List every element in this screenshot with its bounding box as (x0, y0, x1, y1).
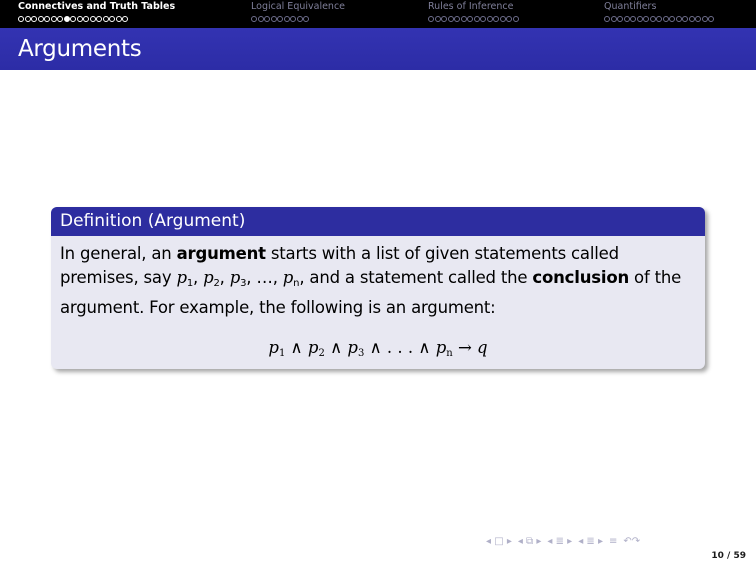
nav-frame-dot[interactable] (702, 16, 708, 22)
premise-var: p (203, 268, 214, 287)
nav-frame-dot[interactable] (25, 16, 31, 22)
formula-arrow: → (452, 338, 478, 357)
nav-frame-dot[interactable] (44, 16, 50, 22)
nav-frame-dot[interactable] (676, 16, 682, 22)
nav-frame-dot[interactable] (448, 16, 454, 22)
text-segment: starts with a list of given statements called premises, say (60, 244, 619, 287)
nav-frame-dot[interactable] (617, 16, 623, 22)
nav-frame-dot[interactable] (467, 16, 473, 22)
premise-sub: 2 (213, 278, 220, 289)
nav-frame-dot[interactable] (513, 16, 519, 22)
document-nav-icon[interactable]: ◂ ≣ ▸ (578, 535, 603, 547)
nav-dots[interactable] (604, 16, 715, 24)
nav-frame-dot[interactable] (682, 16, 688, 22)
nav-frame-dot[interactable] (637, 16, 643, 22)
nav-frame-dot[interactable] (297, 16, 303, 22)
formula-sub: n (446, 348, 453, 359)
nav-frame-dot[interactable] (38, 16, 44, 22)
formula-op: ∧ . . . ∧ (364, 338, 436, 357)
nav-frame-dot[interactable] (656, 16, 662, 22)
nav-frame-dot[interactable] (493, 16, 499, 22)
nav-frame-dot[interactable] (90, 16, 96, 22)
argument-formula (60, 338, 696, 359)
formula-sub: 3 (357, 348, 365, 359)
nav-section-title[interactable]: Rules of Inference (428, 1, 514, 12)
nav-frame-dot[interactable] (303, 16, 309, 22)
text-segment: of the argument. For example, the following is an argument: (60, 268, 682, 317)
frame-nav-icon[interactable]: ◂ □ ▸ (486, 535, 512, 547)
premise-var: p (176, 268, 187, 287)
nav-frame-dot[interactable] (251, 16, 257, 22)
nav-dots[interactable] (18, 16, 175, 24)
text-segment: In general, an (60, 244, 177, 263)
term-argument: argument (176, 244, 266, 263)
nav-frame-dot[interactable] (643, 16, 649, 22)
nav-frame-dot[interactable] (83, 16, 89, 22)
nav-frame-dot[interactable] (611, 16, 617, 22)
nav-frame-dot[interactable] (689, 16, 695, 22)
nav-frame-dot[interactable] (122, 16, 128, 22)
formula-op: ∧ (324, 338, 348, 357)
nav-frame-dot[interactable] (116, 16, 122, 22)
nav-frame-dot[interactable] (695, 16, 701, 22)
definition-block-header (51, 207, 705, 236)
formula-var: q (477, 338, 488, 357)
term-conclusion: conclusion (532, 268, 629, 287)
nav-section-title[interactable]: Connectives and Truth Tables (18, 1, 176, 12)
section-navigation-bar (0, 0, 756, 28)
nav-frame-dot[interactable] (474, 16, 480, 22)
nav-frame-dot[interactable] (461, 16, 467, 22)
nav-frame-dot[interactable] (708, 16, 714, 22)
ellipsis: … (256, 268, 273, 287)
back-forward-icon[interactable]: ↶↷ (623, 535, 641, 547)
nav-section-connectives[interactable] (18, 0, 175, 28)
nav-frame-dot[interactable] (109, 16, 115, 22)
nav-section-title[interactable]: Quantifiers (604, 1, 657, 12)
nav-frame-dot[interactable] (51, 16, 57, 22)
nav-frame-dot[interactable] (77, 16, 83, 22)
beamer-navigation-symbols (486, 533, 646, 549)
nav-frame-dot[interactable] (454, 16, 460, 22)
nav-frame-dot[interactable] (663, 16, 669, 22)
nav-frame-dot[interactable] (284, 16, 290, 22)
nav-frame-dot[interactable] (31, 16, 37, 22)
nav-section-rules-of-inference[interactable] (428, 0, 519, 28)
section-nav-icon[interactable]: ◂ ≣ ▸ (547, 535, 573, 547)
nav-section-title[interactable]: Logical Equivalence (251, 1, 346, 12)
nav-frame-dot[interactable] (290, 16, 296, 22)
formula-var: p (307, 338, 319, 357)
nav-frame-dot[interactable] (271, 16, 277, 22)
premise-var: p (282, 268, 294, 287)
nav-frame-dot[interactable] (264, 16, 270, 22)
nav-frame-dot[interactable] (630, 16, 636, 22)
frame-title: Arguments (18, 36, 142, 62)
nav-frame-dot[interactable] (103, 16, 109, 22)
formula-op: ∧ (285, 338, 308, 357)
nav-frame-dot[interactable] (18, 16, 24, 22)
nav-frame-dot[interactable] (624, 16, 630, 22)
nav-frame-dot[interactable] (70, 16, 76, 22)
nav-frame-dot[interactable] (441, 16, 447, 22)
nav-frame-dot[interactable] (480, 16, 486, 22)
nav-dots[interactable] (428, 16, 519, 24)
formula-var: p (268, 338, 279, 357)
nav-frame-dot[interactable] (258, 16, 264, 22)
nav-frame-dot[interactable] (435, 16, 441, 22)
premise-var: p (229, 268, 241, 287)
formula-sub: 2 (318, 348, 325, 359)
nav-frame-dot[interactable] (500, 16, 506, 22)
definition-body (51, 236, 705, 359)
nav-frame-dot[interactable] (487, 16, 493, 22)
premise-sub: 1 (186, 278, 194, 289)
premise-sub: n (293, 278, 300, 289)
premise-sub: 3 (240, 278, 247, 289)
formula-sub: 1 (278, 348, 286, 359)
premise-list: $p_1$, $p_2$, $p_3$, …, $p_n$ (176, 268, 300, 289)
nav-frame-dot[interactable] (277, 16, 283, 22)
nav-frame-dot[interactable] (650, 16, 656, 22)
nav-frame-dot[interactable] (506, 16, 512, 22)
nav-frame-dot[interactable] (57, 16, 63, 22)
nav-frame-dot[interactable] (604, 16, 610, 22)
frame-title-bar (0, 28, 756, 70)
formula-var: p (347, 338, 358, 357)
nav-frame-dot[interactable] (96, 16, 102, 22)
page-number: 10 / 59 (711, 551, 746, 561)
nav-frame-dot[interactable] (64, 16, 70, 22)
nav-frame-dot[interactable] (428, 16, 434, 22)
nav-section-quantifiers[interactable] (604, 0, 715, 28)
definition-title: Definition (Argument) (60, 211, 246, 231)
definition-block (51, 207, 705, 369)
definition-paragraph (60, 242, 696, 320)
text-segment: , and a statement called the (299, 268, 533, 287)
nav-frame-dot[interactable] (669, 16, 675, 22)
nav-dots[interactable] (251, 16, 345, 24)
subsection-nav-icon[interactable]: ◂ ⧉ ▸ (517, 535, 542, 547)
nav-section-logical-equivalence[interactable] (251, 0, 345, 28)
formula-var: p (435, 338, 447, 357)
appendix-icon[interactable]: ≡ (608, 535, 618, 547)
